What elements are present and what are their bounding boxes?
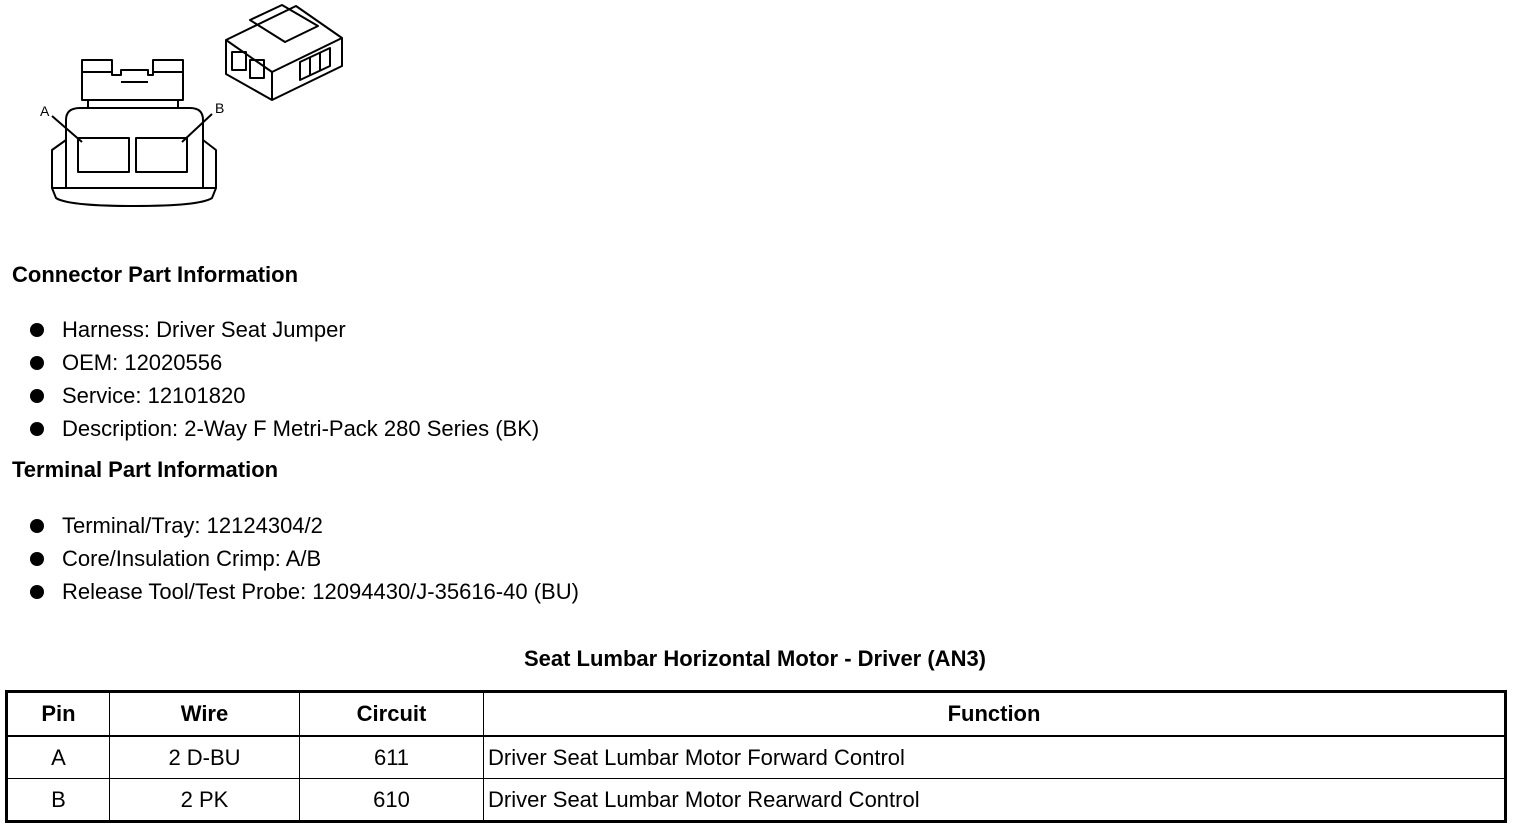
bullet-icon [30, 519, 44, 533]
pin-b-label: B [215, 100, 225, 116]
list-item: Core/Insulation Crimp: A/B [28, 542, 579, 575]
header-function: Function [484, 692, 1506, 737]
list-item: Release Tool/Test Probe: 12094430/J-35616-40 (BU) [28, 575, 579, 608]
connector-illustration [0, 0, 380, 230]
bullet-icon [30, 585, 44, 599]
cell-wire: 2 D-BU [110, 736, 300, 779]
terminal-info-list [28, 509, 579, 608]
bullet-icon [30, 422, 44, 436]
pin-table-title: Seat Lumbar Horizontal Motor - Driver (AN3) [523, 646, 987, 671]
connector-info-list [28, 313, 539, 445]
bullet-icon [30, 356, 44, 370]
list-item: Terminal/Tray: 12124304/2 [28, 509, 579, 542]
table-row [7, 736, 1506, 779]
list-item: Description: 2-Way F Metri-Pack 280 Series (BK) [28, 412, 539, 445]
header-circuit: Circuit [300, 692, 484, 737]
header-pin: Pin [7, 692, 110, 737]
connector-face-view [52, 60, 216, 206]
connector-iso-view [226, 5, 342, 100]
pin-table [5, 690, 1507, 823]
cell-circuit: 610 [300, 779, 484, 822]
bullet-icon [30, 552, 44, 566]
list-item: Harness: Driver Seat Jumper [28, 313, 539, 346]
bullet-icon [30, 323, 44, 337]
connector-info-heading: Connector Part Information [12, 262, 299, 287]
cell-pin: B [7, 779, 110, 822]
list-item: Service: 12101820 [28, 379, 539, 412]
cell-function: Driver Seat Lumbar Motor Rearward Control [484, 779, 1506, 822]
list-item: OEM: 12020556 [28, 346, 539, 379]
header-wire: Wire [110, 692, 300, 737]
cell-pin: A [7, 736, 110, 779]
terminal-info-heading: Terminal Part Information [12, 457, 279, 482]
cell-circuit: 611 [300, 736, 484, 779]
cell-function: Driver Seat Lumbar Motor Forward Control [484, 736, 1506, 779]
table-row [7, 779, 1506, 822]
pin-a-label: A [40, 103, 50, 119]
table-header-row [7, 692, 1506, 737]
bullet-icon [30, 389, 44, 403]
cell-wire: 2 PK [110, 779, 300, 822]
